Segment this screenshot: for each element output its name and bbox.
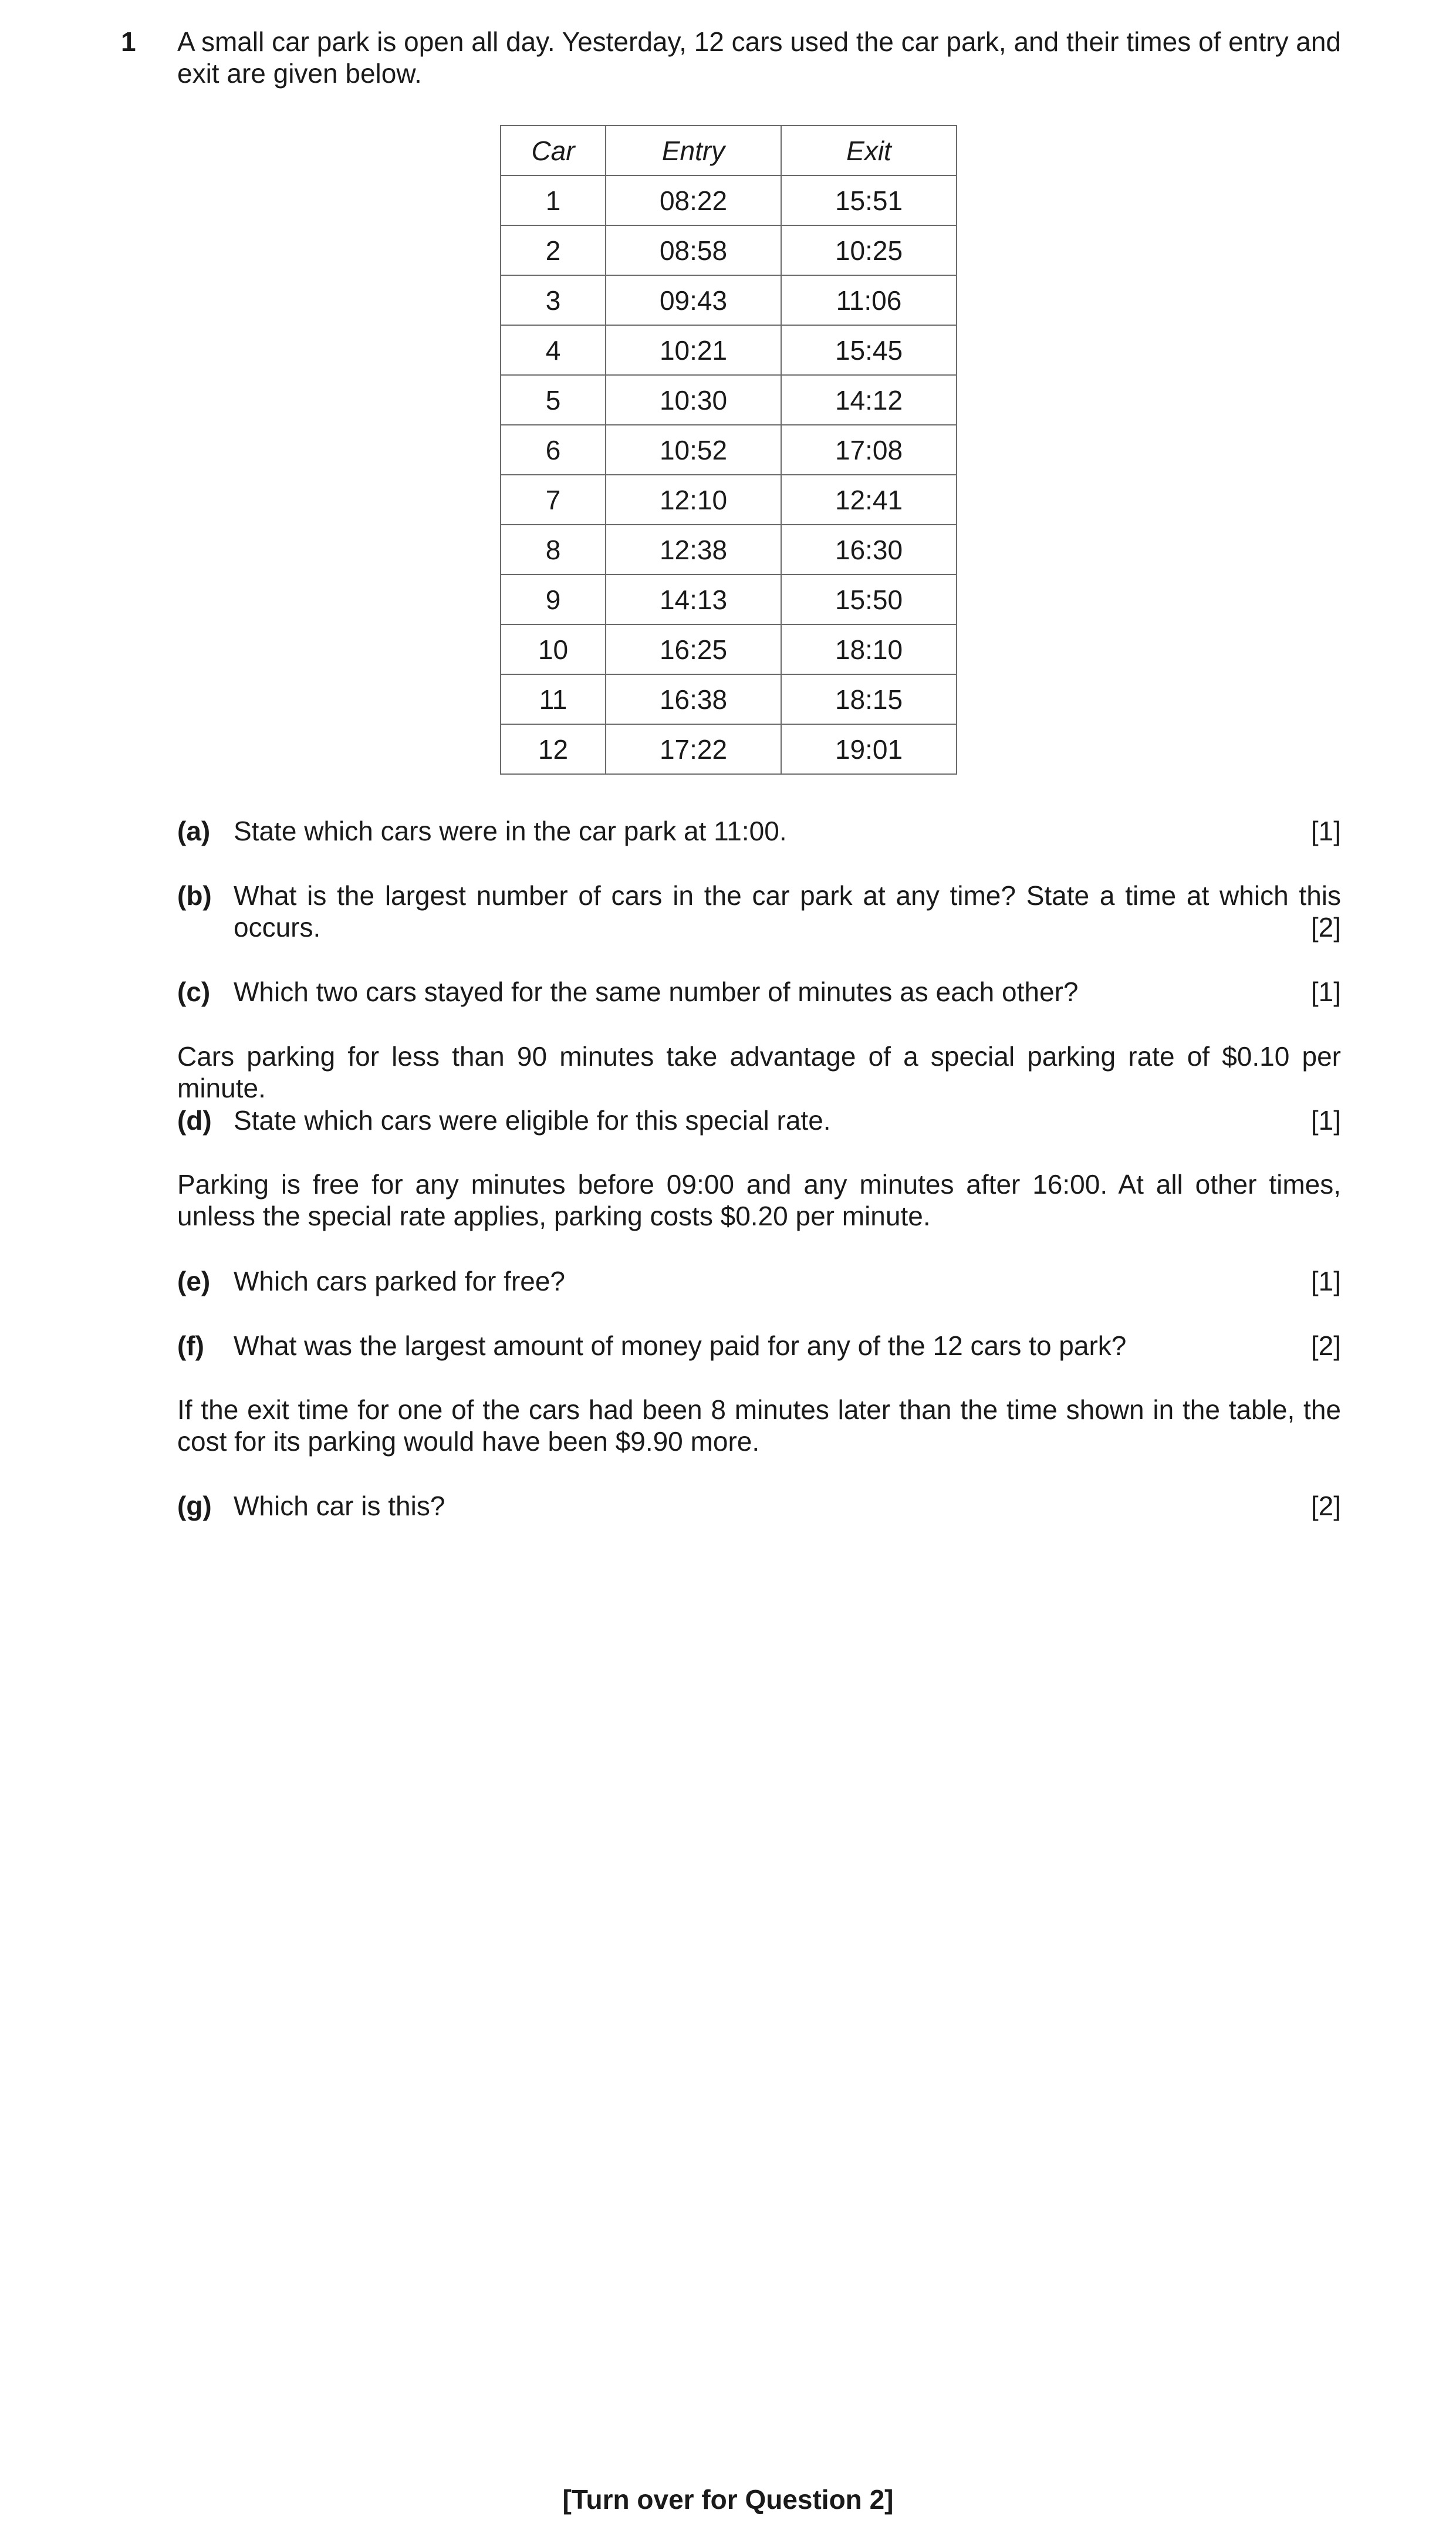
- cell-entry: 10:52: [606, 425, 781, 475]
- part-b-text: What is the largest number of cars in the car park at any time? State a time at which this occurs.: [234, 880, 1341, 943]
- table-row: [501, 724, 957, 774]
- cell-entry: 10:21: [606, 325, 781, 375]
- part-d-label: (d): [177, 1105, 212, 1136]
- cell-exit: 17:08: [781, 425, 957, 475]
- cell-exit: 15:50: [781, 575, 957, 624]
- table-row: [501, 275, 957, 325]
- cell-car: 12: [501, 724, 606, 774]
- cell-entry: 08:22: [606, 175, 781, 225]
- part-c-mark: [1]: [1310, 977, 1341, 1007]
- part-g-mark: [2]: [1310, 1491, 1341, 1521]
- question-intro: A small car park is open all day. Yesterday, 12 cars used the car park, and their times of entry and exit are given below.: [177, 26, 1341, 89]
- question-number: 1: [121, 26, 136, 57]
- cell-entry: 12:10: [606, 475, 781, 525]
- special-rate-info: Cars parking for less than 90 minutes take advantage of a special parking rate of $0.10 per minute.: [177, 1041, 1341, 1103]
- part-g-text: Which car is this?: [234, 1491, 445, 1521]
- table-row: [501, 375, 957, 425]
- table-header-row: [501, 126, 957, 175]
- table-row: [501, 325, 957, 375]
- header-entry: Entry: [606, 126, 781, 175]
- cell-car: 3: [501, 275, 606, 325]
- table-row: [501, 225, 957, 275]
- part-g-label: (g): [177, 1491, 212, 1521]
- part-a-label: (a): [177, 816, 211, 846]
- cell-exit: 16:30: [781, 525, 957, 575]
- part-e-label: (e): [177, 1266, 211, 1296]
- cell-car: 10: [501, 624, 606, 674]
- cell-exit: 15:45: [781, 325, 957, 375]
- cell-entry: 16:38: [606, 674, 781, 724]
- car-times-table: [500, 125, 957, 775]
- cell-exit: 15:51: [781, 175, 957, 225]
- table-row: [501, 425, 957, 475]
- table-row: [501, 475, 957, 525]
- cell-entry: 16:25: [606, 624, 781, 674]
- header-car: Car: [501, 126, 606, 175]
- cell-entry: 10:30: [606, 375, 781, 425]
- part-a-mark: [1]: [1310, 816, 1341, 846]
- turn-over-footer: [Turn over for Question 2]: [562, 2484, 894, 2515]
- cell-car: 6: [501, 425, 606, 475]
- table-row: [501, 525, 957, 575]
- part-f-mark: [2]: [1310, 1330, 1341, 1361]
- part-c-text: Which two cars stayed for the same number of minutes as each other?: [234, 977, 1079, 1007]
- free-parking-info: Parking is free for any minutes before 09:00 and any minutes after 16:00. At all other times, unless the special rate applies, parking costs $0.20 per minute.: [177, 1169, 1341, 1231]
- cell-exit: 19:01: [781, 724, 957, 774]
- cell-entry: 14:13: [606, 575, 781, 624]
- part-f-label: (f): [177, 1330, 204, 1361]
- table-row: [501, 624, 957, 674]
- table-row: [501, 674, 957, 724]
- cell-exit: 11:06: [781, 275, 957, 325]
- cell-car: 2: [501, 225, 606, 275]
- cell-entry: 08:58: [606, 225, 781, 275]
- cell-entry: 12:38: [606, 525, 781, 575]
- part-f-text: What was the largest amount of money paid for any of the 12 cars to park?: [234, 1330, 1127, 1361]
- table-body: [501, 175, 957, 774]
- cell-exit: 12:41: [781, 475, 957, 525]
- cell-car: 5: [501, 375, 606, 425]
- cell-car: 4: [501, 325, 606, 375]
- table-row: [501, 175, 957, 225]
- part-d-text: State which cars were eligible for this special rate.: [234, 1105, 831, 1136]
- late-exit-info: If the exit time for one of the cars had been 8 minutes later than the time shown in the table, the cost for its parking would have been $9.90 more.: [177, 1394, 1341, 1457]
- part-a-text: State which cars were in the car park at 11:00.: [234, 816, 787, 846]
- cell-car: 9: [501, 575, 606, 624]
- cell-car: 1: [501, 175, 606, 225]
- cell-exit: 18:15: [781, 674, 957, 724]
- part-b-mark: [2]: [1310, 912, 1341, 943]
- cell-exit: 10:25: [781, 225, 957, 275]
- cell-entry: 09:43: [606, 275, 781, 325]
- cell-car: 11: [501, 674, 606, 724]
- cell-exit: 18:10: [781, 624, 957, 674]
- part-e-mark: [1]: [1310, 1266, 1341, 1296]
- part-c-label: (c): [177, 977, 211, 1007]
- table-row: [501, 575, 957, 624]
- part-e-text: Which cars parked for free?: [234, 1266, 566, 1296]
- cell-car: 8: [501, 525, 606, 575]
- cell-entry: 17:22: [606, 724, 781, 774]
- part-d-mark: [1]: [1310, 1105, 1341, 1136]
- part-b-label: (b): [177, 880, 212, 911]
- cell-exit: 14:12: [781, 375, 957, 425]
- cell-car: 7: [501, 475, 606, 525]
- header-exit: Exit: [781, 126, 957, 175]
